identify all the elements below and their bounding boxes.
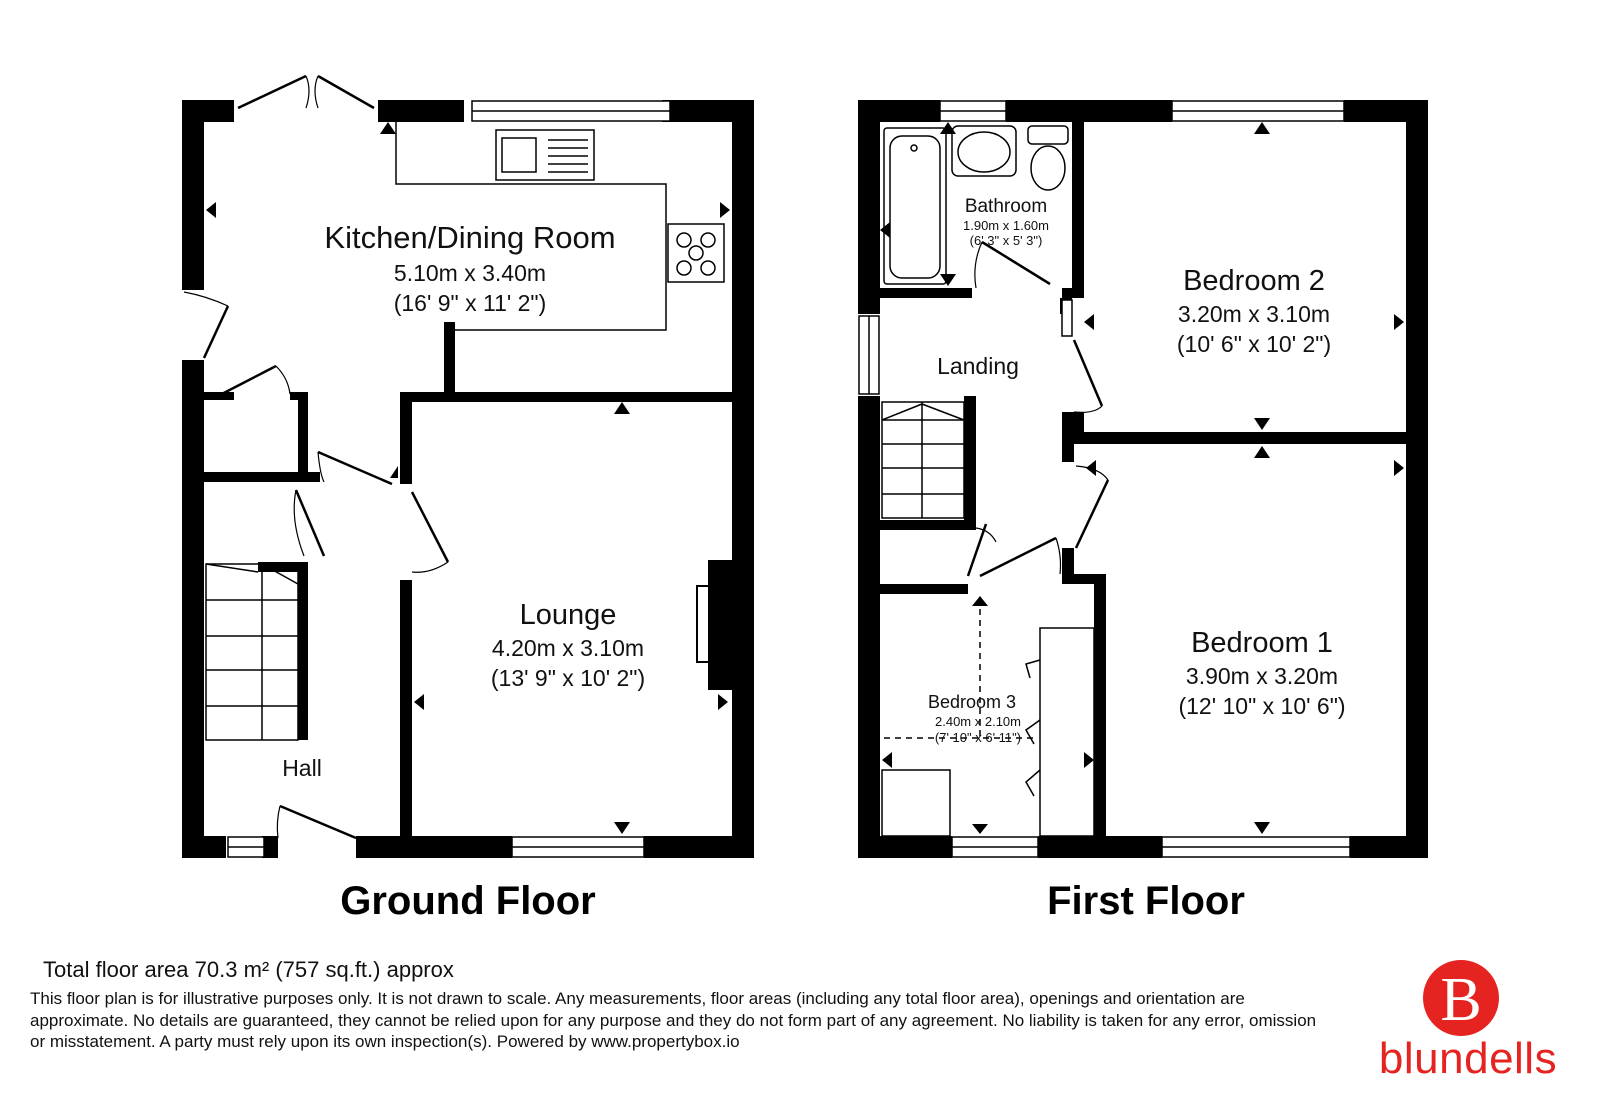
lounge-room-imperial: (13' 9" x 10' 2") [490, 665, 646, 691]
bedroom3-room-imperial: (7' 10" x 6' 11") [934, 730, 1022, 745]
disclaimer-text: This floor plan is for illustrative purposes only. It is not drawn to scale. Any measurements, floor areas (including any total floor area), openings and orientation are approximate. No details are guaranteed, they cannot be relied upon for any purpose and they do not form part of any agreement. No liability is taken for any error, omission or misstatement. A party must rely upon its own inspection(s). Powered by www.propertybox.io [30, 989, 1317, 1051]
bedroom1-room-imperial: (12' 10" x 10' 6") [1178, 693, 1346, 719]
bathroom-room-metric: 1.90m x 1.60m [963, 218, 1049, 233]
bedroom2-room-metric: 3.20m x 3.10m [1177, 301, 1331, 327]
first-floor-plan [858, 100, 1428, 923]
lounge-room-metric: 4.20m x 3.10m [491, 635, 645, 661]
lounge-room-name: Lounge [519, 599, 617, 631]
kitchen-room-metric: 5.10m x 3.40m [393, 260, 547, 286]
first-floor-stairs [882, 402, 964, 518]
hall-room-name: Hall [282, 755, 322, 781]
blundells-logo [1378, 960, 1558, 1110]
bedroom3-room-name: Bedroom 3 [927, 692, 1017, 712]
logo-circle-icon [1423, 960, 1499, 1036]
ground-floor-title: Ground Floor [340, 879, 596, 923]
bedroom2-room-name: Bedroom 2 [1183, 265, 1325, 297]
ground-floor-stairs [206, 564, 298, 740]
kitchen-room-name: Kitchen/Dining Room [324, 220, 616, 255]
bedroom1-room-name: Bedroom 1 [1191, 627, 1333, 659]
first-floor-doors [968, 242, 1108, 576]
total-floor-area: Total floor area 70.3 m² (757 sq.ft.) approx [43, 957, 454, 982]
ground-floor-plan [182, 76, 754, 923]
landing-room-name: Landing [937, 353, 1019, 379]
bedroom2-room-imperial: (10' 6" x 10' 2") [1176, 331, 1332, 357]
bedroom3-room-metric: 2.40m x 2.10m [935, 714, 1021, 729]
bedroom1-room-metric: 3.90m x 3.20m [1185, 663, 1339, 689]
ground-floor-walls [182, 100, 754, 858]
bathroom-room-imperial: (6' 3" x 5' 3") [969, 233, 1043, 248]
kitchen-room-imperial: (16' 9" x 11' 2") [393, 290, 547, 316]
logo-wordmark: blundells [1378, 1034, 1558, 1083]
first-floor-title: First Floor [1047, 879, 1245, 923]
logo-letter: B [1440, 966, 1482, 1034]
bathroom-room-name: Bathroom [964, 196, 1048, 217]
